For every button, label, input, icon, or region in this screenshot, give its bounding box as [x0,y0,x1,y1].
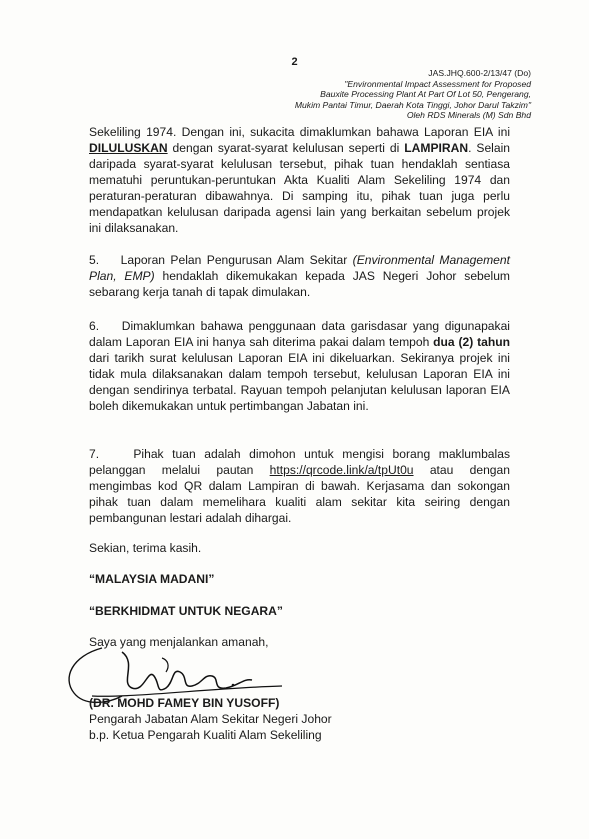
reference-code: JAS.JHQ.600-2/13/47 (Do) [428,68,531,78]
reference-line: "Environmental Impact Assessment for Proposed [344,78,531,89]
paragraph-7: 7. Pihak tuan adalah dimohon untuk mengisi borang maklumbalas pelanggan melalui pautan https://qrcode.link/a/tpUt0u atau dengan mengimbas kod QR dalam Lampiran di bawah. Kerjasama dan sokongan pihak tuan dalam memelihara kualiti alam sekitar kita seiring dengan pembangunan lestari adalah dihargai. [89,447,510,525]
paragraph-continued: Sekeliling 1974. Dengan ini, sukacita dimaklumkan bahawa Laporan EIA ini DILULUSKAN dengan syarat-syarat kelulusan seperti di LAMPIRAN. Selain daripada syarat-syarat kelulusan tersebut, pihak tuan hendaklah sentiasa mematuhi peruntukan-peruntukan Akta Kualiti Alam Sekeliling 1974 dan peraturan-peraturan dibawahnya. Di samping itu, pihak tuan juga perlu mendapatkan kelulusan daripada agensi lain yang berkaitan sebelum projek ini dilaksanakan. [89,125,511,235]
paragraph-6: 6. Dimaklumkan bahawa penggunaan data garisdasar yang digunapakai dalam Laporan EIA ini hanya sah diterima pakai dalam tempoh dua (2) tahun dari tarikh surat kelulusan Laporan EIA ini dikeluarkan. Sekiranya projek ini tidak mula dilaksanakan dalam tempoh tersebut, kelulusan Laporan EIA ini dengan sendirinya terbatal. Rayuan tempoh pelanjutan kelulusan laporan EIA boleh dikemukakan untuk pertimbangan Jabatan ini. [89,319,511,413]
feedback-link[interactable]: https://qrcode.link/a/tpUt0u [269,463,414,477]
reference-line: Bauxite Processing Plant At Part Of Lot 50, Pengerang, [320,89,531,100]
slogan-berkhidmat: “BERKHIDMAT UNTUK NEGARA” [89,604,283,618]
signer-title: Pengarah Jabatan Alam Sekitar Negeri Johor [89,712,332,726]
slogan-malaysia-madani: “MALAYSIA MADANI” [89,572,215,586]
page-number: 2 [291,56,298,68]
approval-status: DILULUSKAN [89,141,168,155]
signoff-text: Saya yang menjalankan amanah, [89,635,269,649]
reference-line: Mukim Pantai Timur, Daerah Kota Tinggi, Johor Darul Takzim" [294,99,531,110]
reference-block [295,68,531,121]
reference-line: Oleh RDS Minerals (M) Sdn Bhd [406,110,531,121]
signer-title-behalf: b.p. Ketua Pengarah Kualiti Alam Sekeliling [89,728,322,742]
appendix-ref: LAMPIRAN [404,141,469,155]
closing-text: Sekian, terima kasih. [89,541,202,555]
signer-name: (DR. MOHD FAMEY BIN YUSOFF) [89,696,280,710]
paragraph-5: 5. Laporan Pelan Pengurusan Alam Sekitar (Environmental Management Plan, EMP) hendaklah dikemukakan kepada JAS Negeri Johor sebelum sebarang kerja tanah di tapak dimulakan. [89,253,510,299]
